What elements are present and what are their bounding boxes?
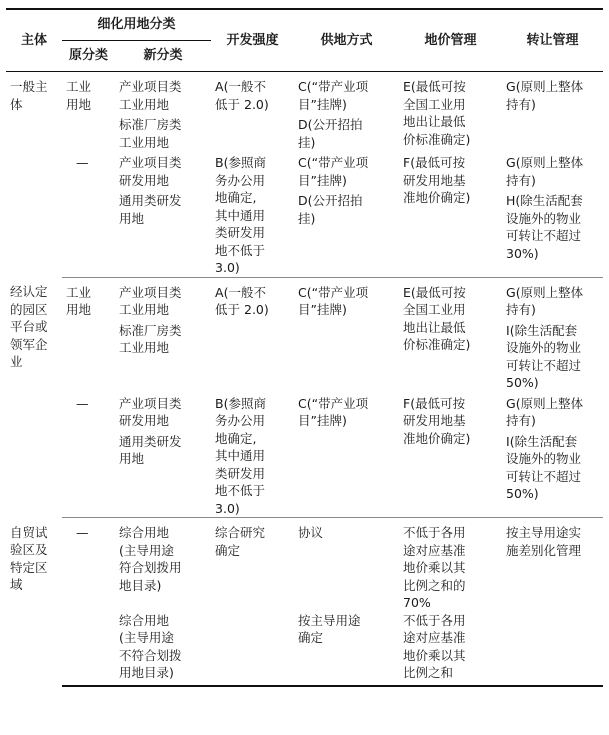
new-class-cell: 产业项目类 研发用地 通用类研发 用地 bbox=[115, 154, 211, 277]
dev-intensity-cell: 综合研究 确定 bbox=[215, 525, 266, 558]
header-new-class: 新分类 bbox=[143, 48, 183, 64]
original-class-cell: 工业 用地 bbox=[66, 79, 92, 112]
new-class-cell: 综合用地 (主导用途 符合划拨用 地目录) bbox=[119, 525, 182, 593]
table-row bbox=[6, 277, 603, 395]
original-class-cell: — bbox=[62, 395, 115, 518]
transfer-mgmt-cell: G(原则上整体 持有) I(除生活配套 设施外的物业 可转让不超过 50%) bbox=[502, 395, 603, 518]
original-class-cell: — bbox=[62, 154, 115, 277]
new-class-cell: 产业项目类 工业用地 标准厂房类 工业用地 bbox=[119, 284, 182, 355]
header-price-mgmt: 地价管理 bbox=[424, 32, 477, 48]
subject-cell: 经认定 的园区 平台或 领军企 业 bbox=[10, 284, 48, 369]
header-subject: 主体 bbox=[20, 32, 47, 48]
transfer-mgmt-cell bbox=[502, 612, 603, 686]
table-row bbox=[6, 72, 603, 155]
header-original-class: 原分类 bbox=[68, 48, 108, 64]
price-mgmt-cell: F(最低可按 研发用地基 准地价确定) bbox=[399, 154, 502, 277]
dev-intensity-cell: A(一般不 低于 2.0) bbox=[215, 284, 269, 317]
price-mgmt-cell: E(最低可按 全国工业用 地出让最低 价标准确定) bbox=[403, 79, 471, 147]
supply-method-cell: C(“带产业项 目”挂牌) bbox=[294, 395, 399, 518]
original-class-cell bbox=[62, 612, 115, 686]
transfer-mgmt-cell: G(原则上整体 持有) bbox=[506, 79, 584, 112]
supply-method-cell: C(“带产业项 目”挂牌) D(公开招拍 挂) bbox=[298, 79, 369, 150]
supply-method-cell: 协议 bbox=[298, 525, 324, 540]
dev-intensity-cell: B(参照商 务办公用 地确定, 其中通用 类研发用 地不低于 3.0) bbox=[211, 154, 294, 277]
dev-intensity-cell: A(一般不 低于 2.0) bbox=[215, 79, 269, 112]
price-mgmt-cell: 不低于各用 途对应基准 地价乘以其 比例之和的 70% bbox=[403, 525, 466, 610]
original-class-cell: 工业 用地 bbox=[66, 284, 92, 317]
transfer-mgmt-cell: 按主导用途实 施差别化管理 bbox=[506, 525, 582, 558]
dev-intensity-cell: B(参照商 务办公用 地确定, 其中通用 类研发用 地不低于 3.0) bbox=[211, 395, 294, 518]
dev-intensity-cell bbox=[211, 612, 294, 686]
subject-cell: 一般主 体 bbox=[10, 79, 48, 112]
table-row bbox=[6, 518, 603, 612]
supply-method-cell: 按主导用途 确定 bbox=[294, 612, 399, 686]
supply-method-cell: C(“带产业项 目”挂牌) bbox=[298, 284, 369, 317]
price-mgmt-cell: E(最低可按 全国工业用 地出让最低 价标准确定) bbox=[403, 284, 471, 352]
price-mgmt-cell: F(最低可按 研发用地基 准地价确定) bbox=[399, 395, 502, 518]
transfer-mgmt-cell: G(原则上整体 持有) H(除生活配套 设施外的物业 可转让不超过 30%) bbox=[502, 154, 603, 277]
header-supply-method: 供地方式 bbox=[320, 32, 373, 48]
transfer-mgmt-cell: G(原则上整体 持有) I(除生活配套 设施外的物业 可转让不超过 50%) bbox=[506, 284, 584, 390]
new-class-cell: 综合用地 (主导用途 不符合划拨 用地目录) bbox=[115, 612, 211, 686]
land-policy-table bbox=[6, 8, 603, 687]
supply-method-cell: C(“带产业项 目”挂牌) D(公开招拍 挂) bbox=[294, 154, 399, 277]
header-dev-intensity: 开发强度 bbox=[226, 32, 279, 48]
price-mgmt-cell: 不低于各用 途对应基准 地价乘以其 比例之和 bbox=[399, 612, 502, 686]
original-class-cell: — bbox=[76, 525, 89, 540]
table-row bbox=[6, 154, 603, 277]
new-class-cell: 产业项目类 研发用地 通用类研发 用地 bbox=[115, 395, 211, 518]
new-class-cell: 产业项目类 工业用地 标准厂房类 工业用地 bbox=[119, 79, 182, 150]
table-row bbox=[6, 395, 603, 518]
subject-cell: 自贸试 验区及 特定区 域 bbox=[10, 524, 48, 592]
header-transfer-mgmt: 转让管理 bbox=[526, 32, 579, 48]
table-row bbox=[6, 612, 603, 686]
header-classification: 细化用地分类 bbox=[62, 9, 211, 41]
